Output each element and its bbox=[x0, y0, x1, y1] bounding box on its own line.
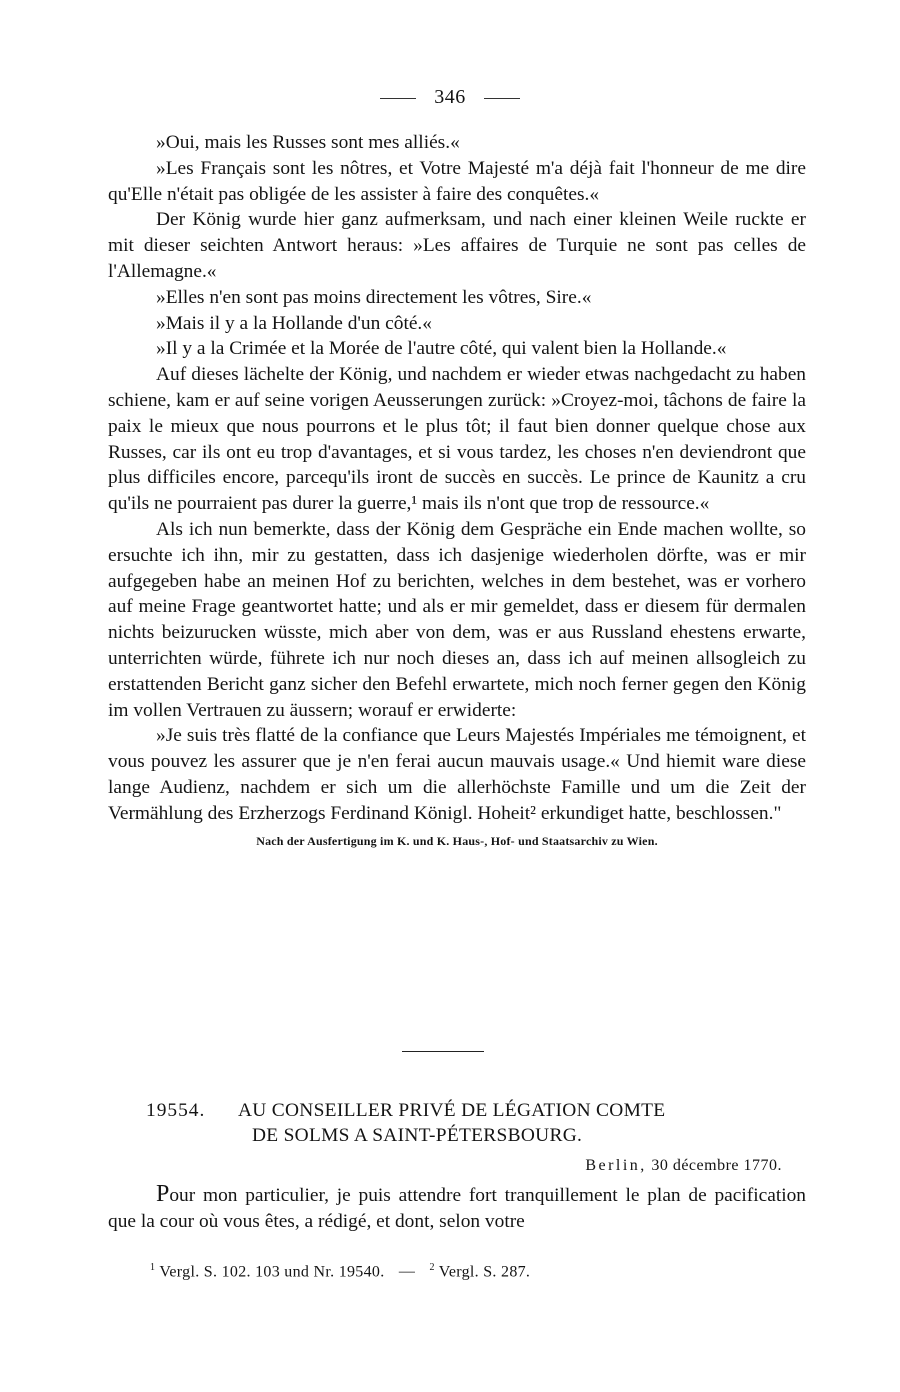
source-note: Nach der Ausfertigung im K. und K. Haus-, Hof- und Staatsarchiv zu Wien. bbox=[256, 833, 658, 848]
page-header bbox=[0, 86, 900, 109]
letter-title-line-1: AU CONSEILLER PRIVÉ DE LÉGATION COMTE bbox=[238, 1100, 666, 1121]
section-divider bbox=[402, 1051, 484, 1052]
letter-paragraph bbox=[108, 1182, 806, 1235]
footnote-mark: 2 bbox=[429, 1262, 435, 1273]
paragraph: »Mais il y a la Hollande d'un côté.« bbox=[156, 312, 432, 334]
initial-letter: P bbox=[156, 1181, 170, 1207]
header-dash-left bbox=[380, 98, 416, 99]
footnote-mark: 1 bbox=[150, 1262, 156, 1273]
letter-number: 19554. bbox=[146, 1100, 206, 1121]
main-text bbox=[108, 130, 806, 851]
letter-heading bbox=[146, 1098, 806, 1148]
letter-dateline bbox=[585, 1157, 782, 1175]
footnote-text: Vergl. S. 102. 103 und Nr. 19540. bbox=[159, 1263, 385, 1281]
page-number: 346 bbox=[434, 86, 466, 108]
paragraph: Der König wurde hier ganz aufmerksam, und nach einer kleinen Weile ruckte er mit dieser seichten Antwort heraus: »Les affaires de Turquie ne sont pas celles de l'Allemagne.« bbox=[108, 209, 806, 282]
paragraph: Auf dieses lächelte der König, und nachdem er wieder etwas nachgedacht zu haben schiene, kam er auf seine vorigen Aeusserungen zurück: »Croyez-moi, tâchons de faire la paix le mieux que nous pourrons et le plus tôt; il faut bien donner quelque chose aux Russes, car ils ont eu trop d'avantages, et si vous tardez, les choses n'en deviendront que plus difficiles encore, parcequ'ils iront de succès en succès. Le prince de Kaunitz a cru qu'ils ne pourraient pas durer la guerre,¹ mais ils n'ont que trop de ressource.« bbox=[108, 364, 806, 515]
footnote-separator: — bbox=[398, 1263, 416, 1281]
letter-place: Berlin, bbox=[585, 1157, 647, 1174]
letter-body bbox=[108, 1182, 806, 1235]
footnote-text: Vergl. S. 287. bbox=[438, 1263, 531, 1281]
paragraph: »Les Français sont les nôtres, et Votre Majesté m'a déjà fait l'honneur de me dire qu'Elle n'était pas obligée de les assister à faire des conquêtes.« bbox=[108, 157, 806, 205]
paragraph: »Je suis très flatté de la confiance que Leurs Majestés Impériales me témoignent, et vous pouvez les assurer que je n'en ferai aucun mauvais usage.« Und hiemit ware diese lange Audienz, nachdem er sich um die allerhöchste Famille und um die Zeit der Vermählung des Erzherzogs Ferdinand Königl. Hoheit² erkundiget hatte, beschlossen." bbox=[108, 725, 806, 824]
paragraph: »Il y a la Crimée et la Morée de l'autre côté, qui valent bien la Hollande.« bbox=[156, 338, 727, 360]
header-dash-right bbox=[484, 98, 520, 99]
letter-text: our mon particulier, je puis attendre fort tranquillement le plan de pacification que la cour où vous êtes, a rédigé, et dont, selon votre bbox=[108, 1185, 806, 1232]
paragraph: Als ich nun bemerkte, dass der König dem Gespräche ein Ende machen wollte, so ersuchte ich ihn, mir zu gestatten, dass ich dasjenige wiederholen dörfte, was er mir aufgegeben habe an meinen Hof zu berichten, welches in dem bestehet, was er vorhero auf meine Frage geantwortet hatte; und als er mir gemeldet, dass er diesem für dermalen nichts beizurucken wüsste, mich aber von dem, was er aus Russland ehestens erwarte, unterrichten würde, führete ich nur noch dieses an, dass ich auf meinen allsogleich zu erstattenden Bericht ganz sicher den Befehl erwartete, mich noch ferner gegen den König im vollen Vertrauen zu äussern; worauf er erwiderte: bbox=[108, 518, 806, 721]
paragraph: »Elles n'en sont pas moins directement les vôtres, Sire.« bbox=[156, 286, 592, 308]
letter-date: 30 décembre 1770. bbox=[651, 1157, 782, 1174]
paragraph: »Oui, mais les Russes sont mes alliés.« bbox=[156, 132, 460, 153]
letter-title-line-2: DE SOLMS A SAINT-PÉTERSBOURG. bbox=[252, 1125, 583, 1146]
footnotes bbox=[150, 1262, 530, 1281]
